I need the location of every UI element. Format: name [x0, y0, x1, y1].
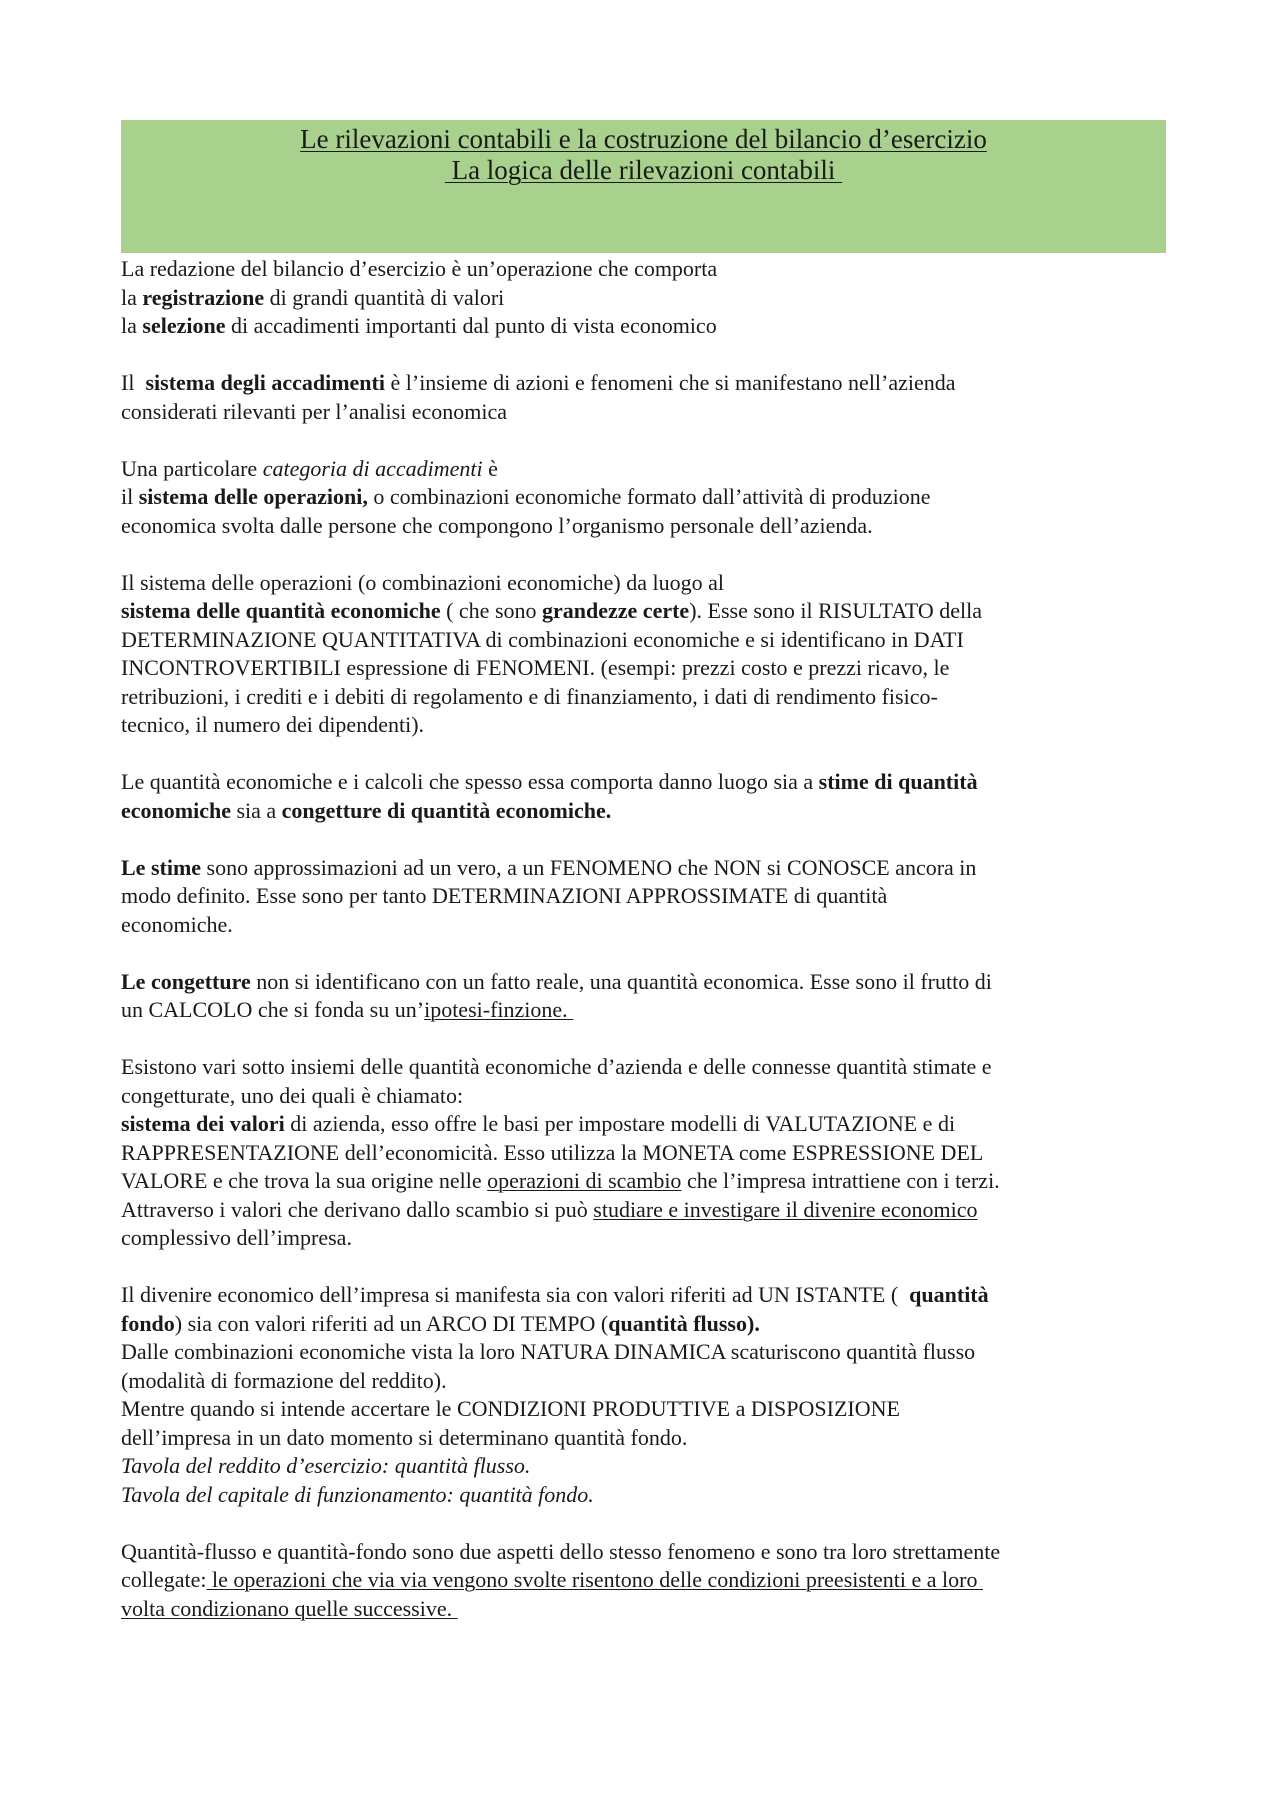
text-line	[121, 1481, 1166, 1510]
paragraph-1	[121, 255, 1166, 341]
italic-term: Tavola del reddito d’esercizio: quantità flusso.	[121, 1453, 531, 1478]
text-line: retribuzioni, i crediti e i debiti di regolamento e di finanziamento, i dati di rendimento fisico-	[121, 683, 938, 709]
bold-term: registrazione	[142, 284, 265, 310]
text-run: o combinazioni economiche formato dall’attività di produzione	[367, 484, 931, 509]
bold-term: quantità	[909, 1282, 989, 1307]
underlined-term: ipotesi-finzione.	[424, 997, 574, 1022]
text-run: non si identificano con un fatto reale, una quantità economica. Esse sono il frutto di	[250, 968, 992, 994]
text-line: Esistono vari sotto insiemi delle quantità economiche d’azienda e delle connesse quantità stimate e	[121, 1054, 992, 1079]
text-line	[121, 597, 1166, 626]
text-run: sono approssimazioni ad un vero, a un FENOMENO che NON si CONOSCE ancora in	[201, 854, 977, 880]
text-run: Il divenire economico dell’impresa si manifesta sia con valori riferiti ad UN ISTANTE (	[121, 1282, 910, 1307]
text-run: ) sia con valori riferiti ad un ARCO DI TEMPO (	[174, 1310, 609, 1336]
text-line	[121, 1595, 1166, 1624]
text-line	[121, 1281, 1166, 1310]
text-line: dell’impresa in un dato momento si determinano quantità fondo.	[121, 1424, 688, 1450]
text-run: la	[121, 284, 143, 310]
bold-term: selezione	[142, 313, 226, 338]
text-line: RAPPRESENTAZIONE dell’economicità. Esso utilizza la MONETA come ESPRESSIONE DEL	[121, 1139, 984, 1165]
bold-term: sistema delle quantità economiche	[121, 598, 441, 623]
bold-term: sistema delle operazioni,	[138, 484, 368, 509]
text-run: ). Esse sono il RISULTATO della	[689, 598, 982, 623]
text-line: economica svolta dalle persone che compongono l’organismo personale dell’azienda.	[121, 512, 873, 538]
text-line: modo definito. Esse sono per tanto DETERMINAZIONI APPROSSIMATE di quantità	[121, 883, 888, 908]
text-run: VALORE e che trova la sua origine nelle	[121, 1168, 488, 1193]
bold-term: congetture di quantità economiche.	[281, 797, 612, 823]
text-line	[121, 483, 1166, 512]
text-line	[121, 1566, 1166, 1595]
text-line: congetturate, uno dei quali è chiamato:	[121, 1082, 464, 1108]
text-line	[121, 996, 1166, 1025]
text-line: (modalità di formazione del reddito).	[121, 1367, 447, 1393]
bold-term: fondo	[121, 1310, 175, 1336]
underlined-term: studiare e investigare il divenire economico	[593, 1196, 978, 1222]
title-banner	[121, 120, 1166, 253]
bold-term: quantità flusso).	[608, 1310, 760, 1336]
text-line	[121, 968, 1166, 997]
text-run: ( che sono	[440, 598, 543, 623]
text-line	[121, 1167, 1166, 1196]
text-run: il	[121, 484, 139, 509]
bold-term: economiche	[121, 797, 231, 823]
underlined-term: volta condizionano quelle successive.	[121, 1595, 458, 1621]
text-line: INCONTROVERTIBILI espressione di FENOMENI. (esempi: prezzi costo e prezzi ricavo, le	[121, 655, 950, 680]
underlined-term: operazioni di scambio	[487, 1168, 682, 1193]
text-line: considerati rilevanti per l’analisi economica	[121, 398, 508, 424]
text-run: Il	[121, 370, 146, 395]
text-run: è	[482, 455, 498, 481]
bold-term: stime di quantità	[818, 769, 978, 794]
text-run: Una particolare	[121, 455, 263, 481]
text-line	[121, 1110, 1166, 1139]
text-line: DETERMINAZIONE QUANTITATIVA di combinazioni economiche e si identificano in DATI	[121, 626, 964, 652]
text-line: Quantità-flusso e quantità-fondo sono due aspetti dello stesso fenomeno e sono tra loro strettamente	[121, 1538, 1001, 1564]
paragraph-9	[121, 1281, 1166, 1509]
paragraph-5	[121, 768, 1166, 825]
paragraph-8	[121, 1053, 1166, 1253]
text-line	[121, 284, 1166, 313]
text-run: Attraverso i valori che derivano dallo scambio si può	[121, 1196, 594, 1222]
text-line	[121, 854, 1166, 883]
paragraph-4	[121, 569, 1166, 740]
document-title: Le rilevazioni contabili e la costruzione del bilancio d’esercizio	[300, 124, 987, 154]
text-run: di azienda, esso offre le basi per impostare modelli di VALUTAZIONE e di	[284, 1111, 956, 1136]
document-subtitle: La logica delle rilevazioni contabili	[444, 155, 843, 185]
text-line	[121, 312, 1166, 341]
text-line	[121, 455, 1166, 484]
bold-term: grandezze certe	[542, 598, 690, 623]
paragraph-2	[121, 369, 1166, 426]
text-run: un CALCOLO che si fonda su un’	[121, 997, 425, 1022]
text-run: di grandi quantità di valori	[264, 284, 505, 310]
bold-term: sistema dei valori	[121, 1111, 285, 1136]
paragraph-7	[121, 968, 1166, 1025]
text-line	[121, 1310, 1166, 1339]
bold-term: sistema degli accadimenti	[145, 370, 385, 395]
italic-term: categoria di accadimenti	[262, 455, 483, 481]
text-run: è l’insieme di azioni e fenomeni che si manifestano nell’azienda	[384, 370, 956, 395]
text-line: Il sistema delle operazioni (o combinazioni economiche) da luogo al	[121, 569, 724, 595]
paragraph-3	[121, 455, 1166, 541]
paragraph-6	[121, 854, 1166, 940]
text-line	[121, 1452, 1166, 1481]
text-line	[121, 768, 1166, 797]
text-run: sia a	[230, 797, 282, 823]
italic-term: Tavola del capitale di funzionamento: quantità fondo.	[121, 1481, 594, 1507]
text-line: complessivo dell’impresa.	[121, 1225, 352, 1250]
text-line: economiche.	[121, 911, 233, 937]
text-line	[121, 1196, 1166, 1225]
text-run: di accadimenti importanti dal punto di vista economico	[225, 313, 717, 338]
text-run: che l’impresa intrattiene con i terzi.	[681, 1168, 1000, 1193]
text-run: collegate:	[121, 1567, 207, 1592]
bold-term: Le stime	[121, 854, 202, 880]
text-line: Mentre quando si intende accertare le CONDIZIONI PRODUTTIVE a DISPOSIZIONE	[121, 1396, 900, 1421]
text-line	[121, 797, 1166, 826]
text-run: Le quantità economiche e i calcoli che spesso essa comporta danno luogo sia a	[121, 769, 819, 794]
text-line: tecnico, il numero dei dipendenti).	[121, 712, 425, 737]
text-line	[121, 369, 1166, 398]
text-line: Dalle combinazioni economiche vista la loro NATURA DINAMICA scaturiscono quantità flusso	[121, 1339, 976, 1364]
bold-term: Le congetture	[121, 968, 251, 994]
paragraph-10	[121, 1538, 1166, 1624]
document-body	[121, 255, 1166, 1652]
text-line: La redazione del bilancio d’esercizio è un’operazione che comporta	[121, 256, 718, 281]
underlined-term: le operazioni che via via vengono svolte risentono delle condizioni preesistenti e a loro	[206, 1567, 983, 1592]
text-run: la	[121, 313, 143, 338]
